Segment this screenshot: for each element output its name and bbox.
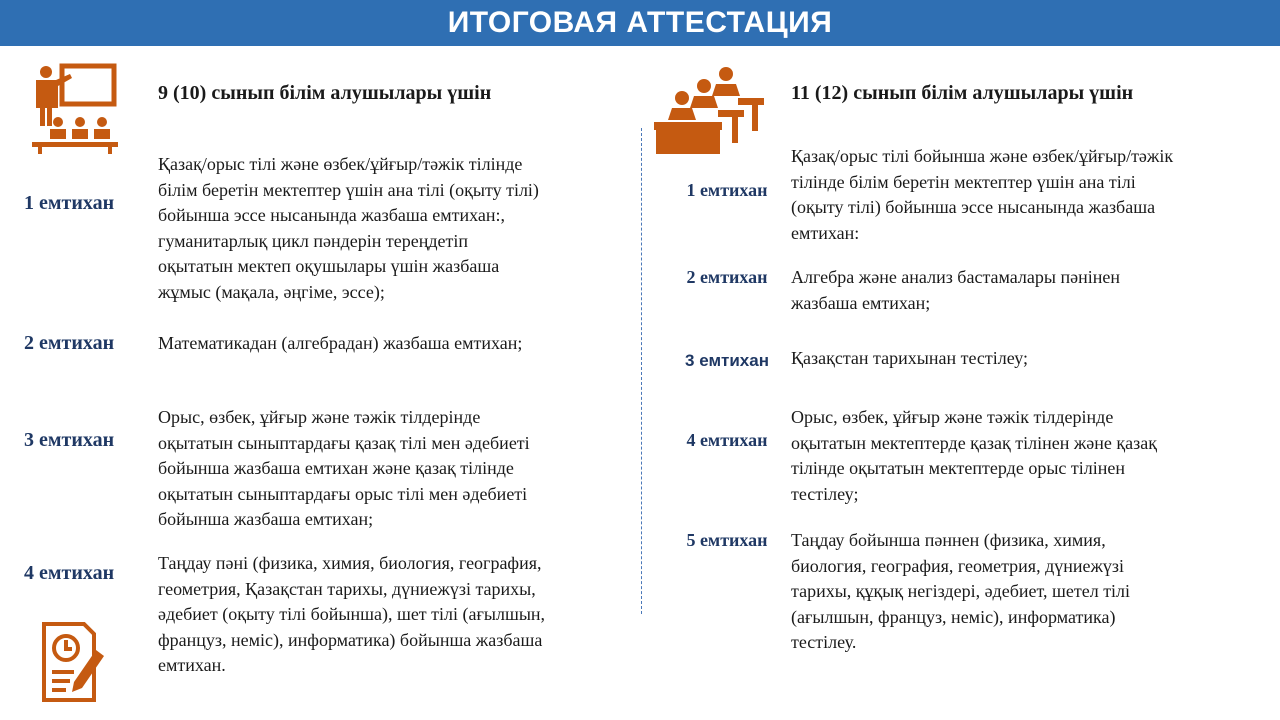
teacher-presenting-icon — [28, 62, 122, 154]
right-exam-1-label: 1 емтихан — [686, 180, 768, 200]
right-exam-5-label: 5 емтихан — [686, 530, 768, 550]
right-exam-4-text: Орыс, өзбек, ұйғыр және тәжік тілдерінде оқытатын мектептерде қазақ тілінен және қазақ тілінде оқытатын мектептерде орыс тілінен тестілеу; — [791, 407, 1157, 504]
right-exam-5-text: Таңдау бойынша пәннен (физика, химия, биология, география, геометрия, дүниежүзі тарихы, құқық негіздері, әдебиет, шетел тілі (ағылшын, француз, неміс), информатика) тестілеу. — [791, 530, 1131, 652]
right-exam-3-label: 3 емтихан — [685, 351, 769, 370]
left-exam-2-text: Математикадан (алгебрадан) жазбаша емтихан; — [158, 333, 523, 353]
left-exam-4-label: 4 емтихан — [24, 562, 115, 584]
left-exam-1-text: Қазақ/орыс тілі және өзбек/ұйғыр/тәжік тілінде білім беретін мектептер үшін ана тілі (оқыту тілі) бойынша эссе нысанында жазбаша емтихан:, гуманитарлық цикл пәндерін тереңдетіп оқытатын мектеп оқушылары үшін жазбаша жұмыс (мақала, әңгіме, эссе); — [158, 154, 539, 302]
right-exam-1-text: Қазақ/орыс тілі бойынша және өзбек/ұйғыр/тәжік тілінде білім беретін мектептер үшін ана тілі (оқыту тілі) бойынша эссе нысанында жазбаша емтихан: — [791, 146, 1174, 243]
column-divider — [641, 128, 642, 614]
right-heading: 11 (12) сынып білім алушылары үшін — [791, 82, 1134, 104]
right-exam-2-text: Алгебра және анализ бастамалары пәнінен жазбаша емтихан; — [791, 267, 1121, 313]
left-exam-4-text: Таңдау пәні (физика, химия, биология, география, геометрия, Қазақстан тарихы, дүниежүзі тарихы, әдебиет (оқыту тілі бойынша), шет тілі (ағылшын, француз, неміс), информатика) бойынша жазбаша емтихан. — [158, 553, 546, 675]
left-exam-2-label: 2 емтихан — [24, 332, 115, 354]
left-heading: 9 (10) сынып білім алушылары үшін — [158, 82, 492, 104]
right-exam-3-text: Қазақстан тарихынан тестілеу; — [791, 348, 1029, 368]
page-title: ИТОГОВАЯ АТТЕСТАЦИЯ — [0, 0, 1280, 46]
right-exam-4-label: 4 емтихан — [686, 430, 768, 450]
left-exam-3-text: Орыс, өзбек, ұйғыр және тәжік тілдерінде оқытатын сыныптардағы қазақ тілі мен әдебиеті бойынша жазбаша емтихан және қазақ тілінде оқытатын сыныптардағы орыс тілі мен әдебиеті бойынша жазбаша емтихан; — [158, 407, 530, 529]
exam-paper-clock-pen-icon — [40, 620, 110, 704]
students-at-desks-icon — [652, 64, 768, 156]
left-exam-3-label: 3 емтихан — [24, 429, 115, 451]
left-exam-1-label: 1 емтихан — [24, 192, 115, 214]
right-exam-2-label: 2 емтихан — [686, 267, 768, 287]
